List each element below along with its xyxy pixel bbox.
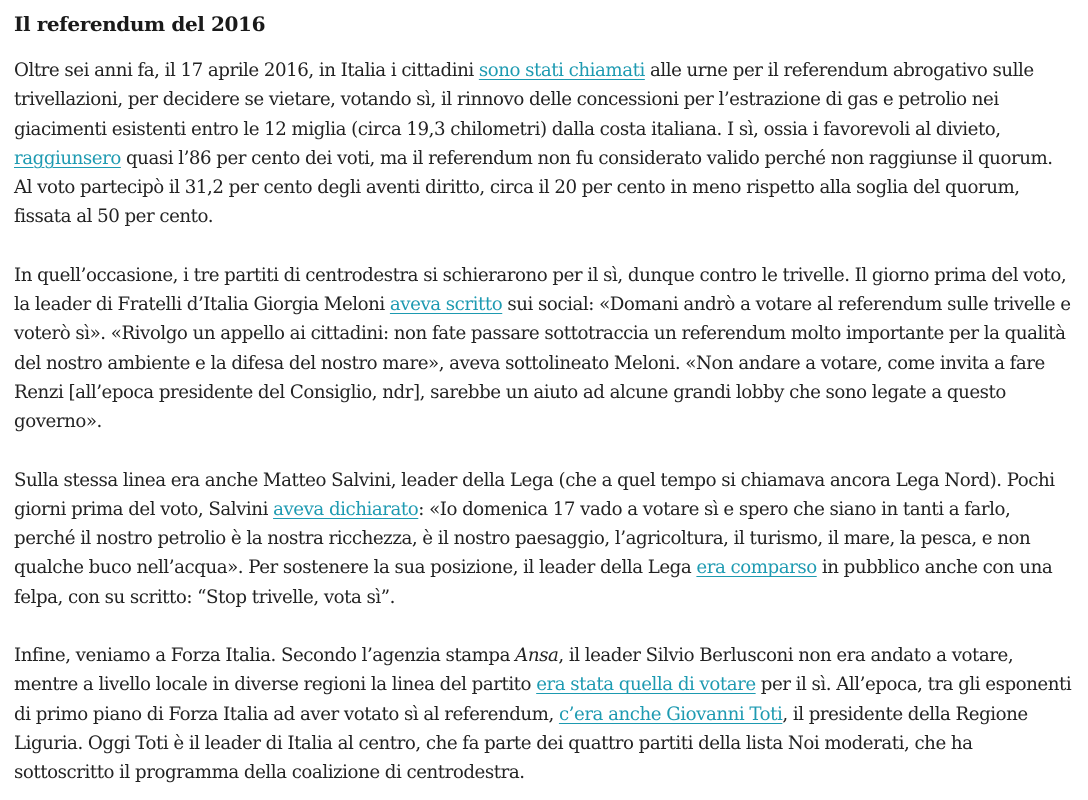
link-raggiunsero[interactable]: raggiunsero <box>14 147 121 169</box>
text: per il sì. All’epoca, tra gli esponenti di primo piano di Forza Italia ad aver votato sì al referendum, <box>14 674 1072 725</box>
text: , il leader Silvio Berlusconi non era andato a votare, mentre a livello locale in diverse regioni la linea del partito <box>14 645 1014 696</box>
text: : «Io domenica 17 vado a votare sì e spero che siano in tanti a farlo, perché il nostro petrolio è la nostra ricchezza, è il nostro paesaggio, l’agricoltura, il turismo, il mare, la pesca, e non qualche buco nell’acqua». Per sostenere la sua posizione, il leader della Lega <box>14 498 1031 579</box>
text: sui social: «Domani andrò a votare al referendum sulle trivelle e voterò sì». «Rivolgo un appello ai cittadini: non fate passare sottotraccia un referendum molto importante per la qualità del nostro ambiente e la difesa del nostro mare», aveva sottolineato Meloni. «Non andare a votare, come invita a fare Renzi [all’epoca presidente del Consiglio, ndr], sarebbe un aiuto ad alcune grandi lobby che sono legate a questo governo». <box>14 294 1071 433</box>
paragraph-3 <box>14 466 1074 612</box>
text: alle urne per il referendum abrogativo sulle trivellazioni, per decidere se vietare, votando sì, il rinnovo delle concessioni per l’estrazione di gas e petrolio nei giacimenti esistenti entro le 12 miglia (circa 19,3 chilometri) dalla costa italiana. I sì, ossia i favorevoli al divieto, <box>14 60 1034 140</box>
text: Infine, veniamo a Forza Italia. Secondo l’agenzia stampa <box>14 645 516 667</box>
paragraph-4 <box>14 641 1074 787</box>
paragraph-1 <box>14 56 1074 232</box>
text: In quell’occasione, i tre partiti di centrodestra si schierarono per il sì, dunque contro le trivelle. Il giorno prima del voto, la leader di Fratelli d’Italia Giorgia Meloni <box>14 264 1067 316</box>
link-aveva-dichiarato[interactable]: aveva dichiarato <box>273 498 419 520</box>
text: in pubblico anche con una felpa, con su scritto: “Stop trivelle, vota sì”. <box>14 557 1053 608</box>
link-aveva-scritto[interactable]: aveva scritto <box>389 294 503 316</box>
link-era-comparso[interactable]: era comparso <box>696 557 817 579</box>
text: , il presidente della Regione Liguria. Oggi Toti è il leader di Italia al centro, che fa parte dei quattro partiti della lista Noi moderati, che ha sottoscritto il programma della coalizione di centrodestra. <box>14 703 1028 784</box>
section-heading: Il referendum del 2016 <box>14 12 266 36</box>
text: Oltre sei anni fa, il 17 aprile 2016, in Italia i cittadini <box>14 60 479 81</box>
link-era-stata-quella-di-votare[interactable]: era stata quella di votare <box>536 674 756 696</box>
paragraph-2 <box>14 261 1074 437</box>
link-giovanni-toti[interactable]: c’era anche Giovanni Toti <box>558 703 783 725</box>
link-sono-stati-chiamati[interactable]: sono stati chiamati <box>478 60 645 81</box>
text: quasi l’86 per cento dei voti, ma il referendum non fu considerato valido perché non raggiunse il quorum. Al voto partecipò il 31,2 per cento degli aventi diritto, circa il 20 per cento in meno rispetto alla soglia del quorum, fissata al 50 per cento. <box>14 147 1053 228</box>
ansa-italic: Ansa <box>515 645 559 667</box>
text: Sulla stessa linea era anche Matteo Salvini, leader della Lega (che a quel tempo si chiamava ancora Lega Nord). Pochi giorni prima del voto, Salvini <box>14 469 1055 520</box>
